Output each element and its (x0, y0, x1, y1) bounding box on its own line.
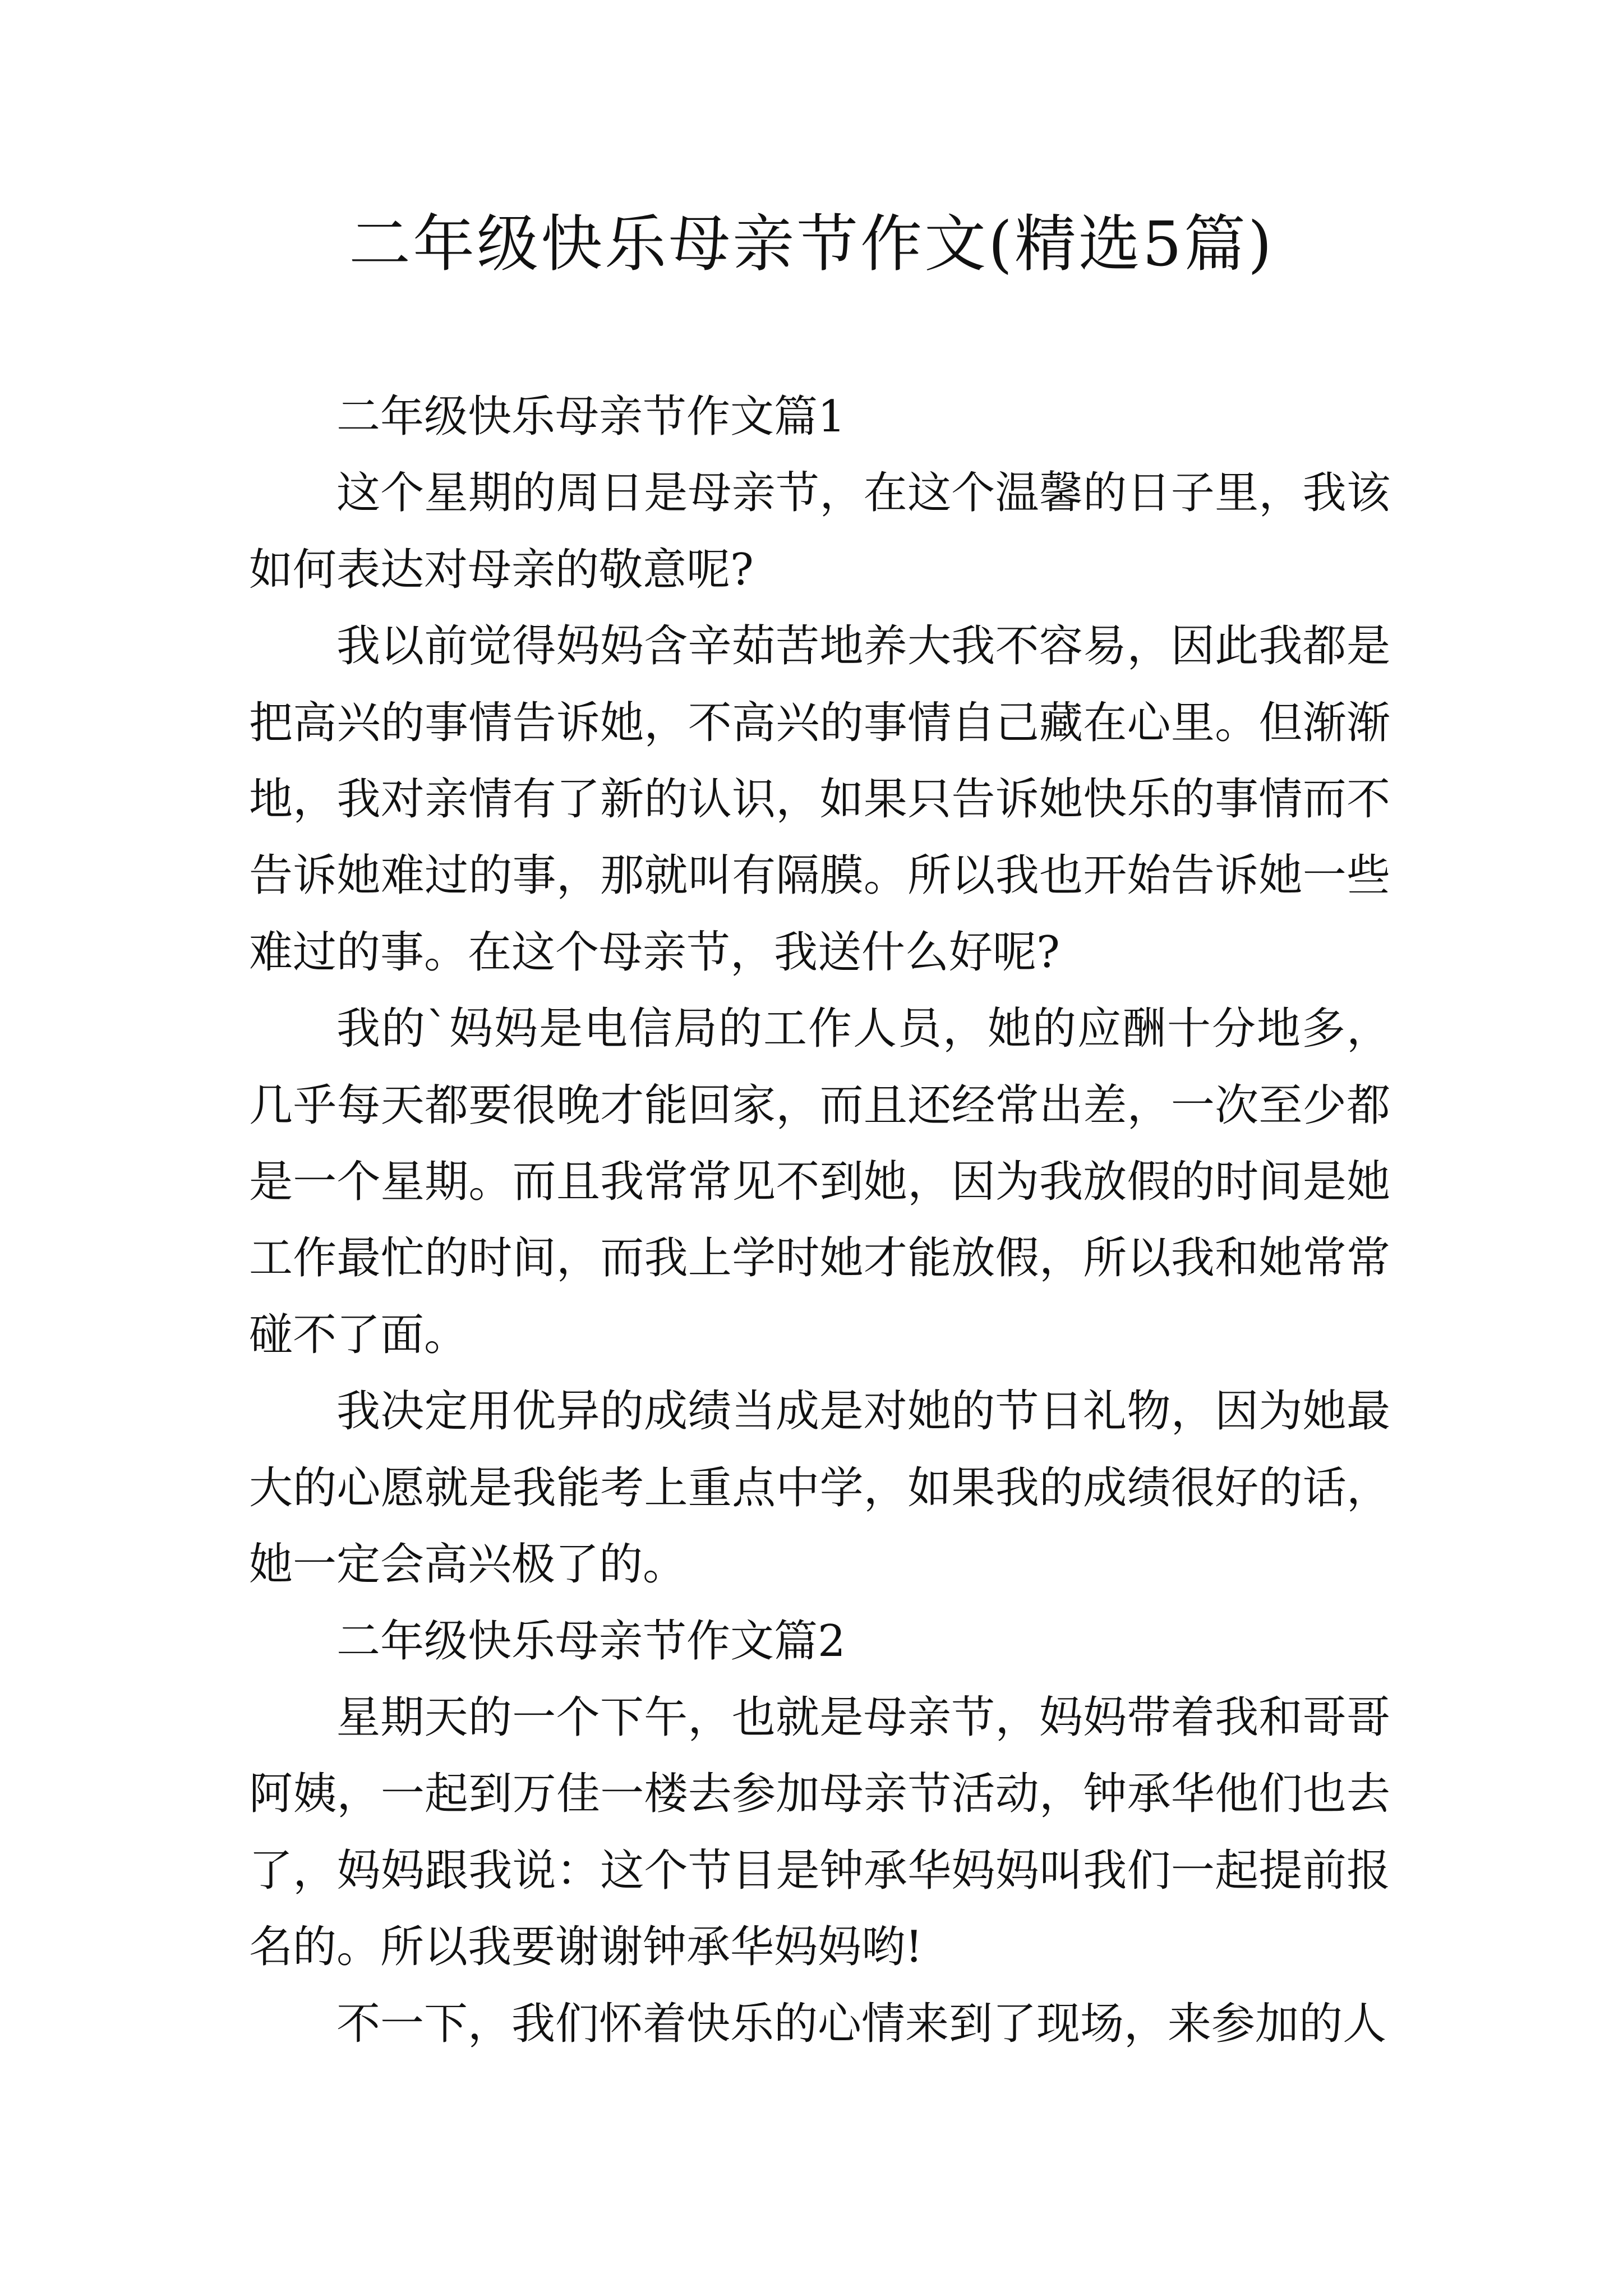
paragraph: 这个星期的周日是母亲节，在这个温馨的日子里，我该如何表达对母亲的敬意呢? (249, 468, 1390, 595)
paragraph: 星期天的一个下午，也就是母亲节，妈妈带着我和哥哥阿姨，一起到万佳一楼去参加母亲节活动，钟承华他们也去了，妈妈跟我说：这个节目是钟承华妈妈叫我们一起提前报名的。所以我要谢谢钟承华妈妈哟! (249, 1692, 1390, 1973)
document-body (249, 379, 1390, 2062)
document-title: 二年级快乐母亲节作文(精选5篇) (349, 208, 1274, 280)
paragraph: 我以前觉得妈妈含辛茹苦地养大我不容易，因此我都是把高兴的事情告诉她，不高兴的事情自己藏在心里。但渐渐地，我对亲情有了新的认识，如果只告诉她快乐的事情而不告诉她难过的事，那就叫有隔膜。所以我也开始告诉她一些难过的事。在这个母亲节，我送什么好呢? (249, 621, 1390, 978)
section-heading: 二年级快乐母亲节作文篇1 (336, 392, 846, 442)
paragraph: 我的`妈妈是电信局的工作人员，她的应酬十分地多，几乎每天都要很晚才能回家，而且还经常出差，一次至少都是一个星期。而且我常常见不到她，因为我放假的时间是她工作最忙的时间，而我上学时她才能放假，所以我和她常常碰不了面。 (249, 1004, 1390, 1360)
paragraph: 不一下，我们怀着快乐的心情来到了现场，来参加的人 (336, 1998, 1387, 2049)
section-heading: 二年级快乐母亲节作文篇2 (336, 1616, 846, 1667)
paragraph: 我决定用优异的成绩当成是对她的节日礼物，因为她最大的心愿就是我能考上重点中学，如果我的成绩很好的话，她一定会高兴极了的。 (249, 1386, 1390, 1590)
